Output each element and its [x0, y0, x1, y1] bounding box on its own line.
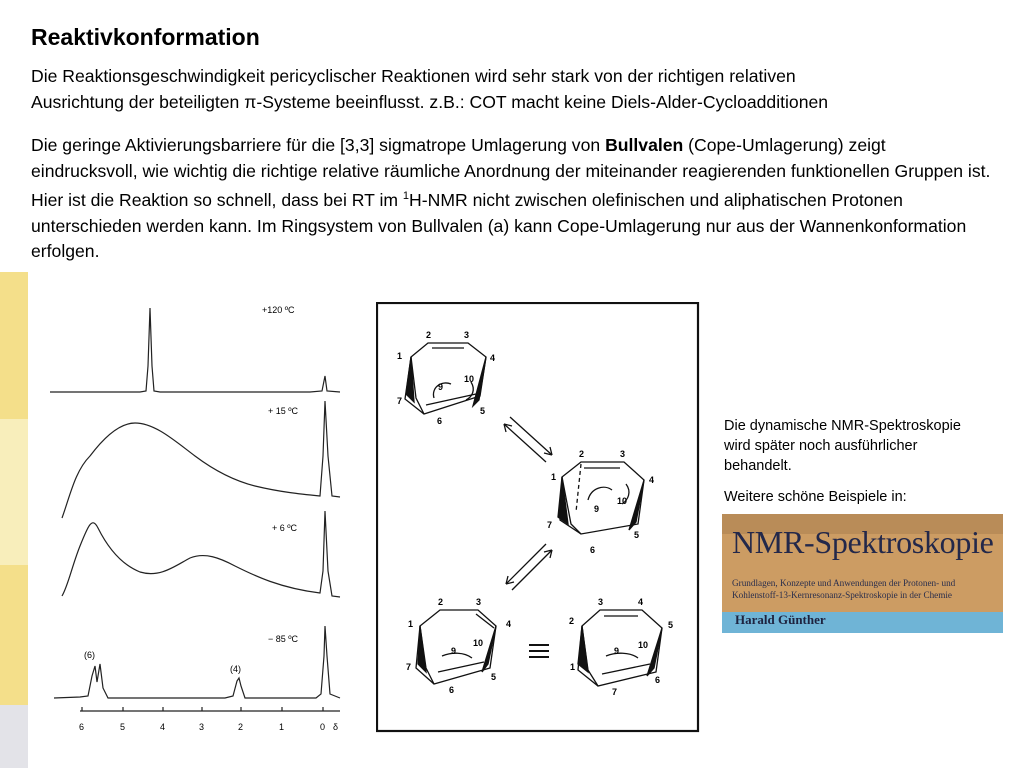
paragraph-cot-line2-pre: Ausrichtung der beteiligten: [31, 91, 245, 112]
bl-label-6: 6: [449, 685, 455, 695]
top-label-6: 6: [437, 416, 443, 426]
middle-label-2: 2: [579, 449, 585, 459]
slide-title: Reaktivkonformation: [31, 24, 260, 50]
tick-label-2: 2: [238, 722, 244, 732]
tick-label-1: 1: [279, 722, 285, 732]
top-label-1: 1: [397, 351, 403, 361]
top-label-3: 3: [464, 330, 470, 340]
top-label-9: 9: [438, 382, 444, 392]
middle-label-9: 9: [594, 504, 600, 514]
pi-symbol: π: [244, 91, 257, 112]
middle-label-7: 7: [547, 520, 553, 530]
br-label-5: 5: [668, 620, 674, 630]
middle-label-1: 1: [551, 472, 557, 482]
paragraph-bullvalen-mid: (Cope-Umlagerung) zeigt eindrucksvoll, wie wichtig die richtige relative räumliche Anordnung der miteinander reagierenden funktionellen Gruppen ist. Hier ist die Reaktion so schnell, dass bei RT im: [31, 135, 991, 211]
bullvalen-term: Bullvalen: [605, 135, 684, 155]
middle-label-10: 10: [617, 496, 628, 506]
tick-label-0: 0: [320, 722, 326, 732]
book-subtitle: Grundlagen, Konzepte und Anwendungen der Protonen- und Kohlenstoff-13-Kernresonanz-Spektroskopie in der Chemie: [732, 578, 956, 600]
book-title: NMR-Spektroskopie: [732, 524, 994, 560]
tick-label-4: 4: [160, 722, 166, 732]
temp-label-minus85: − 85 ºC: [268, 634, 299, 644]
bullvalen-structures-figure: [376, 302, 702, 736]
sidebar-strip-1: [0, 272, 28, 419]
tick-label-6: 6: [79, 722, 85, 732]
paragraph-bullvalen: [31, 133, 991, 265]
bl-label-2: 2: [438, 597, 444, 607]
br-label-3: 3: [598, 597, 604, 607]
br-label-1: 1: [570, 662, 576, 672]
middle-label-6: 6: [590, 545, 596, 555]
middle-label-4: 4: [649, 475, 655, 485]
tick-label-5: 5: [120, 722, 126, 732]
paragraph-bullvalen-post: H-NMR nicht zwischen olefinischen und aliphatischen Protonen unterschieden werden kann. Im Ringsystem von Bullvalen (a) kann Cope-Umlagerung nur aus der Wannenkonformation erfolgen.: [31, 190, 967, 262]
top-label-4: 4: [490, 353, 496, 363]
br-label-7: 7: [612, 687, 618, 697]
axis-unit-delta: δ: [333, 722, 339, 732]
spectrum-6c: [62, 511, 340, 597]
top-label-10: 10: [464, 374, 475, 384]
top-label-2: 2: [426, 330, 432, 340]
bl-label-5: 5: [491, 672, 497, 682]
br-label-2: 2: [569, 616, 575, 626]
spectrum-15c: [62, 401, 340, 518]
peak-label-4: (4): [230, 664, 241, 674]
temp-label-120: +120 ºC: [262, 305, 295, 315]
book-author: Harald Günther: [735, 612, 826, 627]
bl-label-4: 4: [506, 619, 512, 629]
superscript-1: 1: [402, 190, 410, 203]
bl-label-3: 3: [476, 597, 482, 607]
sidebar-strip-3: [0, 565, 28, 705]
br-label-4: 4: [638, 597, 644, 607]
peak-label-6: (6): [84, 650, 95, 660]
paragraph-cot-line1: Die Reaktionsgeschwindigkeit pericyclischer Reaktionen wird sehr stark von der richtigen relativen: [31, 66, 796, 86]
sidebar-strip-2: [0, 419, 28, 565]
temp-label-15: + 15 ºC: [268, 406, 299, 416]
note-further-examples: Weitere schöne Beispiele in:: [724, 489, 907, 505]
tick-label-3: 3: [199, 722, 205, 732]
paragraph-cot-line2-post: -Systeme beeinflusst. z.B.: COT macht keine Diels-Alder-Cycloadditionen: [256, 91, 829, 112]
bl-label-9: 9: [451, 646, 457, 656]
middle-label-3: 3: [620, 449, 626, 459]
book-cover-nmr-spektroskopie: [722, 514, 1003, 633]
bl-label-1: 1: [408, 619, 414, 629]
bl-label-10: 10: [473, 638, 484, 648]
spectrum-120c: [50, 308, 340, 392]
note-dynamic-nmr: Die dynamische NMR-Spektroskopie wird später noch ausführlicher behandelt.: [724, 418, 961, 474]
nmr-spectra-figure: [40, 296, 360, 736]
temp-label-6: + 6 ºC: [272, 523, 298, 533]
paragraph-bullvalen-pre: Die geringe Aktivierungsbarriere für die [3,3] sigmatrope Umlagerung von: [31, 135, 606, 155]
bl-label-7: 7: [406, 662, 412, 672]
top-label-5: 5: [480, 406, 486, 416]
br-label-9: 9: [614, 646, 620, 656]
middle-label-5: 5: [634, 530, 640, 540]
paragraph-cot: [31, 64, 991, 115]
br-label-10: 10: [638, 640, 649, 650]
sidebar-strip-4: [0, 705, 28, 768]
top-label-7: 7: [397, 396, 403, 406]
br-label-6: 6: [655, 675, 661, 685]
